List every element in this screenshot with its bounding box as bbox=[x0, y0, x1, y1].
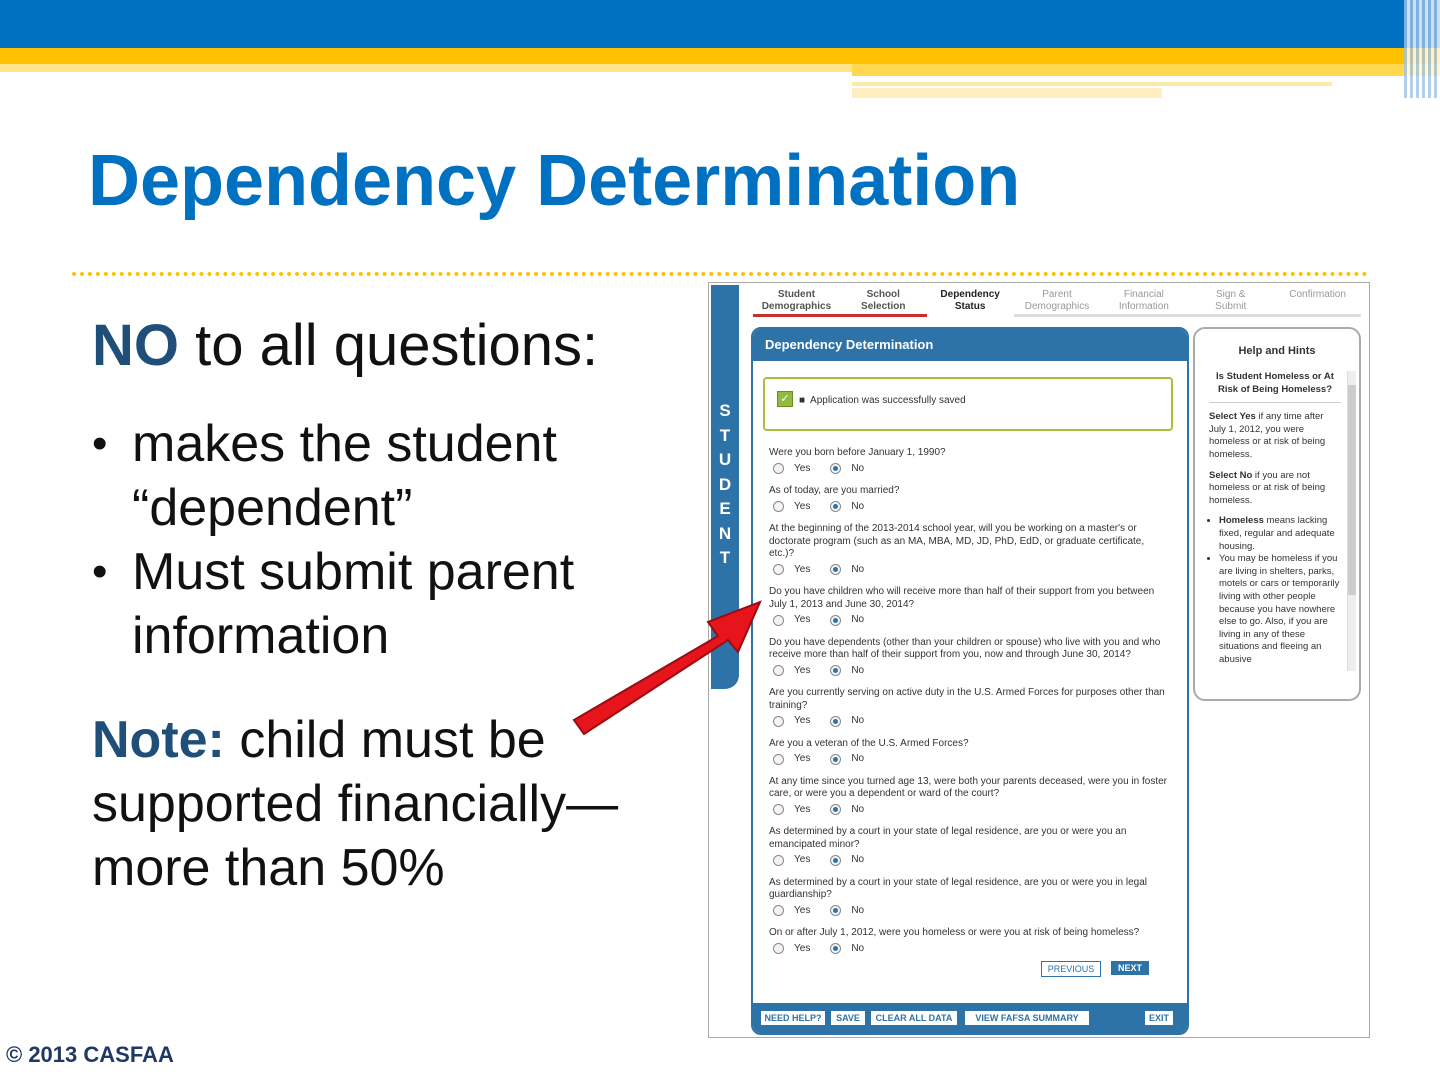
radio-no[interactable] bbox=[830, 943, 841, 954]
question-text: Are you currently serving on active duty in the U.S. Armed Forces for purposes other than training? bbox=[769, 687, 1165, 711]
radio-yes[interactable] bbox=[773, 905, 784, 916]
radio-no[interactable] bbox=[830, 754, 841, 765]
note-label: Note: bbox=[92, 711, 225, 769]
step-label: Demographics bbox=[761, 301, 832, 312]
help-title: Help and Hints bbox=[1238, 345, 1316, 357]
radio-yes[interactable] bbox=[773, 754, 784, 765]
help-paragraph bbox=[1209, 470, 1341, 508]
bullet-icon: • bbox=[92, 419, 108, 468]
answer-options bbox=[769, 715, 1169, 728]
radio-no-label: No bbox=[851, 563, 865, 575]
student-sidebar-label bbox=[711, 399, 739, 571]
answer-options bbox=[769, 905, 1169, 918]
note-text: child must be supported financially—more than 50% bbox=[92, 711, 619, 897]
question-item bbox=[769, 927, 1169, 955]
header-yellow-stripe bbox=[852, 64, 1440, 76]
red-arrow-icon bbox=[574, 602, 760, 734]
radio-yes[interactable] bbox=[773, 716, 784, 727]
question-text: Were you born before January 1, 1990? bbox=[769, 447, 946, 458]
question-item bbox=[769, 447, 1169, 475]
view-fafsa-summary-button[interactable]: VIEW FAFSA SUMMARY bbox=[965, 1011, 1089, 1025]
bullet-icon: • bbox=[92, 547, 108, 596]
help-bold: Select Yes bbox=[1209, 411, 1256, 423]
progress-steps bbox=[753, 287, 1361, 317]
question-text: Do you have children who will receive more than half of their support from you between July 1, 2013 and June 30, 2014? bbox=[769, 586, 1155, 610]
checkmark-icon: ✓ bbox=[777, 391, 793, 407]
bullet-text: Must submit parent information bbox=[132, 543, 575, 665]
title-divider bbox=[72, 272, 1368, 276]
question-text: On or after July 1, 2012, were you homeless or were you at risk of being homeless? bbox=[769, 927, 1140, 938]
step-label: School bbox=[866, 289, 900, 300]
panel-title: Dependency Determination bbox=[753, 329, 1187, 361]
header-yellow-stripe bbox=[0, 64, 852, 72]
radio-no[interactable] bbox=[830, 501, 841, 512]
question-text: At any time since you turned age 13, were both your parents deceased, were you in foster care, or were you a dependent or ward of the court? bbox=[769, 775, 1168, 799]
radio-no-label: No bbox=[851, 942, 865, 954]
footer-bar bbox=[753, 1003, 1187, 1033]
radio-yes-label: Yes bbox=[794, 803, 811, 815]
radio-yes-label: Yes bbox=[794, 563, 811, 575]
fafsa-screenshot bbox=[708, 282, 1370, 1038]
step-label: Information bbox=[1118, 301, 1169, 312]
heading-emphasis: NO bbox=[92, 313, 179, 378]
step-label: Student bbox=[777, 289, 816, 300]
radio-no-label: No bbox=[851, 462, 865, 474]
help-scrollbar[interactable] bbox=[1347, 371, 1356, 671]
question-item bbox=[769, 586, 1169, 627]
tab-financial-information[interactable] bbox=[1100, 287, 1187, 317]
answer-options bbox=[769, 943, 1169, 956]
question-text: As determined by a court in your state of legal residence, are you or were you in legal guardianship? bbox=[769, 876, 1147, 900]
radio-no[interactable] bbox=[830, 665, 841, 676]
radio-no[interactable] bbox=[830, 463, 841, 474]
question-text: As determined by a court in your state of legal residence, are you or were you an emancipated minor? bbox=[769, 826, 1127, 850]
step-label: Status bbox=[954, 301, 986, 312]
help-bold: Homeless bbox=[1219, 515, 1264, 527]
sidebar-letter: T bbox=[719, 548, 731, 567]
help-list-item bbox=[1219, 515, 1341, 553]
radio-yes-label: Yes bbox=[794, 614, 811, 625]
question-item bbox=[769, 877, 1169, 918]
radio-no-label: No bbox=[851, 854, 865, 865]
sidebar-letter: S bbox=[719, 401, 731, 420]
clear-all-data-button[interactable]: CLEAR ALL DATA bbox=[871, 1011, 957, 1025]
question-text: As of today, are you married? bbox=[769, 485, 900, 496]
radio-yes-label: Yes bbox=[794, 854, 811, 865]
tab-parent-demographics[interactable] bbox=[1014, 287, 1101, 317]
radio-no[interactable] bbox=[830, 855, 841, 866]
sidebar-letter: D bbox=[718, 474, 732, 494]
answer-options bbox=[769, 501, 1169, 514]
radio-no-label: No bbox=[851, 753, 865, 764]
radio-yes[interactable] bbox=[773, 463, 784, 474]
sidebar-letter: N bbox=[718, 523, 732, 543]
tab-sign-submit[interactable] bbox=[1187, 287, 1274, 317]
radio-yes-label: Yes bbox=[794, 664, 811, 676]
question-text: Do you have dependents (other than your children or spouse) who live with you and who receive more than half of their support from you, now and through June 30, 2014? bbox=[769, 636, 1161, 660]
question-item bbox=[769, 687, 1169, 728]
radio-yes[interactable] bbox=[773, 501, 784, 512]
question-text: Are you a veteran of the U.S. Armed Forces? bbox=[769, 737, 969, 749]
heading-text: to all questions: bbox=[179, 313, 599, 378]
bullet-item bbox=[92, 412, 652, 540]
radio-no-label: No bbox=[851, 614, 865, 625]
radio-yes[interactable] bbox=[773, 855, 784, 866]
answer-options bbox=[769, 804, 1169, 817]
help-bold: Select No bbox=[1209, 469, 1253, 481]
radio-yes-label: Yes bbox=[794, 942, 811, 954]
answer-options bbox=[769, 665, 1169, 678]
slide-heading bbox=[92, 312, 598, 379]
radio-no[interactable] bbox=[830, 615, 841, 626]
radio-no[interactable] bbox=[830, 804, 841, 815]
header-yellow-bar bbox=[0, 48, 1440, 64]
question-item bbox=[769, 826, 1169, 867]
help-text: if you are not homeless or at risk of being homeless. bbox=[1209, 469, 1326, 506]
slide-title: Dependency Determination bbox=[88, 141, 1021, 221]
radio-yes[interactable] bbox=[773, 615, 784, 626]
save-message: ■ Application was successfully saved bbox=[799, 395, 966, 406]
header-light-stripe bbox=[852, 88, 1162, 98]
radio-no-label: No bbox=[851, 904, 865, 916]
step-label: Financial bbox=[1123, 289, 1164, 300]
question-item bbox=[769, 485, 1169, 513]
radio-yes[interactable] bbox=[773, 804, 784, 815]
answer-options bbox=[769, 463, 1169, 476]
next-button[interactable]: NEXT bbox=[1111, 961, 1149, 975]
step-label: Sign & bbox=[1215, 289, 1246, 300]
question-item bbox=[769, 738, 1169, 766]
arrow-overlay bbox=[560, 590, 770, 750]
answer-options bbox=[769, 564, 1169, 577]
step-label: Confirmation bbox=[1289, 289, 1346, 300]
help-panel bbox=[1193, 327, 1361, 701]
dependency-panel bbox=[751, 327, 1189, 1035]
answer-options bbox=[769, 753, 1169, 766]
save-message-text: Application was successfully saved bbox=[810, 395, 966, 406]
radio-yes[interactable] bbox=[773, 564, 784, 575]
radio-no[interactable] bbox=[830, 564, 841, 575]
step-label: Dependency bbox=[940, 289, 1000, 300]
tab-school-selection[interactable] bbox=[840, 287, 927, 317]
sidebar-letter: E bbox=[719, 499, 731, 518]
save-confirmation bbox=[763, 377, 1173, 431]
tab-confirmation[interactable] bbox=[1274, 287, 1361, 317]
scroll-thumb[interactable] bbox=[1348, 385, 1356, 595]
radio-yes-label: Yes bbox=[794, 462, 811, 474]
answer-options bbox=[769, 614, 1169, 627]
radio-no-label: No bbox=[851, 664, 865, 676]
previous-button[interactable]: PREVIOUS bbox=[1041, 961, 1101, 977]
header-blue-bar bbox=[0, 0, 1440, 48]
tab-student-demographics[interactable] bbox=[753, 287, 840, 317]
step-label: Submit bbox=[1215, 301, 1247, 312]
question-item bbox=[769, 776, 1169, 817]
radio-yes-label: Yes bbox=[794, 715, 811, 726]
radio-no-label: No bbox=[851, 803, 865, 815]
radio-yes[interactable] bbox=[773, 943, 784, 954]
radio-yes[interactable] bbox=[773, 665, 784, 676]
sidebar-letter: T bbox=[719, 425, 731, 445]
bullet-text: makes the student “dependent” bbox=[132, 415, 557, 537]
help-question: Is Student Homeless or At Risk of Being Homeless? bbox=[1209, 371, 1341, 403]
tab-dependency-status[interactable] bbox=[927, 287, 1014, 317]
question-text: At the beginning of the 2013-2014 school year, will you be working on a master's or doctorate program (such as an MA, MBA, MD, JD, PhD, EdD, or graduate certificate, etc.)? bbox=[769, 523, 1145, 559]
radio-no-label: No bbox=[851, 500, 865, 512]
exit-button[interactable]: EXIT bbox=[1145, 1011, 1173, 1025]
help-paragraph bbox=[1209, 411, 1341, 461]
question-item bbox=[769, 523, 1169, 576]
header-edge-decoration bbox=[1404, 0, 1440, 98]
radio-yes-label: Yes bbox=[794, 500, 811, 512]
need-help-button[interactable]: NEED HELP? bbox=[761, 1011, 825, 1025]
question-item bbox=[769, 637, 1169, 678]
question-list bbox=[769, 447, 1169, 965]
help-list-item: • You may be homeless if you are living in shelters, parks, motels or cars or temporarily living with other people because you have nowhere else to go. Also, if you are living in any of these situations and fleeing an abusive bbox=[1219, 553, 1341, 666]
step-label: Parent bbox=[1042, 289, 1072, 300]
help-list bbox=[1209, 515, 1341, 666]
radio-yes-label: Yes bbox=[794, 904, 811, 916]
help-text: means lacking fixed, regular and adequate housing. bbox=[1219, 515, 1335, 552]
radio-no[interactable] bbox=[830, 716, 841, 727]
step-label: Demographics bbox=[1024, 301, 1090, 312]
radio-no[interactable] bbox=[830, 905, 841, 916]
header-light-stripe bbox=[852, 82, 1332, 86]
sidebar-letter: U bbox=[718, 450, 732, 469]
copyright-text: © 2013 CASFAA bbox=[6, 1042, 174, 1067]
help-content bbox=[1209, 371, 1341, 666]
save-button[interactable]: SAVE bbox=[831, 1011, 865, 1025]
answer-options bbox=[769, 854, 1169, 867]
step-label: Selection bbox=[861, 301, 906, 312]
radio-yes-label: Yes bbox=[794, 753, 811, 764]
radio-no-label: No bbox=[851, 715, 865, 726]
help-text: if any time after July 1, 2012, you were homeless or at risk of being homeless. bbox=[1209, 411, 1326, 460]
